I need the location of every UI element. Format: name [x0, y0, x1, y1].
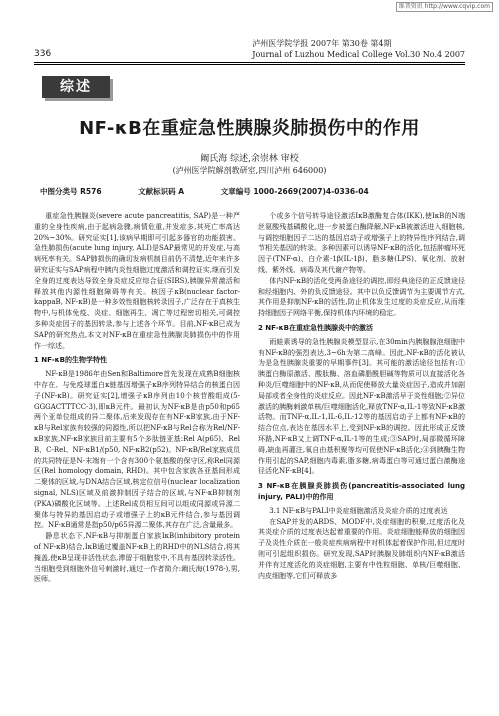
- section-heading: 3 NF-κB在胰腺炎肺损伤(pancreatitis-associated lung injury, PALI)中的作用: [258, 482, 465, 501]
- header-rule-thin: [34, 64, 465, 65]
- body-paragraph: 重症急性胰腺炎(severe acute pancreatitis, SAP)是一种严重的全身性疾病,由于起病急骤,病情危重,并发症多,其死亡率高达20%~30%。研究证实[1],该病早期即可引起多器官的功能损害。急性肺损伤(acute lung injury, ALI)是SAP最常见的并发症,与高病死率有关。SAP肺损伤的确切发病机制目前仍不清楚,近年来许多研究证实与SAP病程中胰内炎性细胞过度激活和调控证实,继而引发全身的过度表达导致全身炎症反应综合征(SIRS),胰腺异常激活和释放其他内源性细胞障碍等有关。核因子κB(nuclear factor-kappaB, NF-κB)是一种多效性细胞核转录因子,广泛存在于真核生物中,与机体免疫、炎症、细胞再生、凋亡等过程密切相关,可调控多种炎症因子的基因转录,参与上述各个环节。目前,NF-κB已成为SAP的研究热点,本文对NF-κB在重症急性胰腺炎肺损伤中的作用作一综述。: [34, 212, 240, 350]
- body-paragraph: 体内NF-κB的活化受两条途径的调控,即经典途径的正反馈途径和经细胞内、外的负反馈途径。其中以负反馈调节为主要调节方式,其作用是抑制NF-κB的活性,防止机体发生过度的炎症反应,从而维持细胞因子网络平衡,保持机体内环境的稳定。: [258, 276, 465, 318]
- article-number: 文章编号 1000-2669(2007)4-0336-04: [220, 187, 369, 196]
- journal-line-en: Journal of Luzhou Medical College Vol.30 No.4 2007: [252, 50, 465, 59]
- article-meta: [40, 186, 465, 197]
- authors: 阚氏海 综述,余崇林 审校: [200, 154, 299, 164]
- body-paragraph: 静息状态下,NF-κB与抑制蛋白家族IκB(inhibitory protein of NF-κB)结合,IκB通过覆盖NF-κB上的RHD中的NLS结合,将其掩盖,使κB呈现非活性状态,滞留于细胞浆中,不具有基因转录活性。当细胞受到细胞外信号刺激时,通过一作者简介:阚氏海(1978-),男,医师。: [34, 532, 240, 584]
- body-paragraph: 3.1 NF-κB与PALI中炎症细胞激活及炎症介质的过度表达: [269, 506, 448, 515]
- body-paragraph: NF-κB是1986年由Sen和Baltimore首先发现在成熟B细胞核中存在、与免疫球蛋白κ链基因增强子κB序列特异结合的核蛋白因子(NF-κB)。研究证实[2],增强子κB序列由10个核苷酸组成(5-GGGACTTTCC-3),即κB元件。最初认为NF-κB是由p50和p65两个亚单位组成的异二聚体,后来发现存在有NF-κB家族,由于NF-κB与Rel家族有较强的同源性,所以把NF-κB与Rel合称为Rel/NF-κB家族,NF-κB家族目前主要有5个多肽链亚基:Rel A(p65)、Rel B、C-Rel、NF-κB1/(p50, NF-κB2(p52)。NF-κB/Rel家族成员的共同特征是N-末端有一个含有300个氨基酸的保守区,称Rel同源区(Rel homology domain, RHD)。其中包含家族各亚基间形成二聚体的区域,与DNA结合区域,核定位信号(nuclear localization signal, NLS)区域及前激抑制因子结合的区域,与NF-κB抑制剂(PKA)磷酸化区域等。上述Rel成员相互间可以组成同源或异源二聚体与特异的基因启动子或增强子上的κB元件结合,参与基因调控。NF-κB通常是指p50/p65异源二聚体,其存在广泛,含量最多。: [34, 370, 240, 530]
- header-rule: [34, 62, 465, 63]
- body-paragraph: 在SAP并发的ARDS、MODF中,炎症细胞的积聚,过度活化及其炎症介质的过度表达起着重要的作用。炎症细胞能释放的细胞因子及炎性介质在一般炎症疾病病程中对机体起着保护作用,但过度时则可引起组织损伤。研究发现,SAP时胰腺及肺组织内NF-κB激活并伴有过度活化的炎症细胞,主要有中性粒细胞、单核/巨噬细胞、内皮细胞等,它们可释放多: [258, 517, 465, 580]
- left-column: [34, 211, 240, 585]
- section-tag: 综述: [42, 76, 110, 98]
- clc-number: 中图分类号 R576: [40, 187, 102, 196]
- document-code: 文献标识码 A: [138, 187, 185, 196]
- journal-line-cn: 泸州医学院学报 2007年 第30卷 第4期: [252, 39, 392, 48]
- article-title: NF-κB在重症急性胰腺炎肺损伤中的作用: [79, 118, 420, 139]
- journal-header: [252, 38, 465, 60]
- body-paragraph: 个或多个信号转导途径激活IκB激酶复合体(IKK),使IκB的N端丝氨酸残基磷酸化,进一步被蛋白酶降解,NF-κB被激活进入细胞核,与调控细胞因子二达的基因启动子或增强子上的特异性序列结合,调节相关基因的转录。多种因素可以诱导NF-κB的活化,包括肿瘤坏死因子(TNF-α)、白介素-1β(IL-1β)、脂多糖(LPS)、氧化剂、放射线、紫外线、病毒及其代谢产物等。: [258, 212, 465, 274]
- page-number: 336: [34, 49, 52, 59]
- right-column: [258, 211, 465, 581]
- body-paragraph: 雨蛙素诱导的急性胰腺炎模型显示,在30min内胰腺腺泡细胞中有NF-κB的强烈表达,3~6h为第二高峰。因此,NF-κB的活化被认为是急性胰腺炎重要的早期事件[3]。其可能的激活途径包括有:①胰蛋白酶原激活、酸肽酶、溶血磷脂酰胆碱等物质可以直接活化各种炎/巨噬细胞中的NF-κB,从而促使释放大量炎症因子,造成并加剧局部或者全身性的炎症反应。因此NF-κB激活早于炎性细胞;②异位激活的胰酶刺激单核/巨噬细胞活化,释放TNF-α,IL-1等致NF-κB激活物。而TNF-α,IL-1,IL-6,IL-12等的基因启动子上都有NF-κB的结合位点,表达在基因水平上,受到NF-κB的调控。因此形成正反馈环路,NF-κB又上调TNF-α,IL-1等的生成;③SAP时,局部微循环障碍,缺血再灌注,氧自由基积聚等均可促使NF-κB活化;④到胰酶生物作用引起的SAP,细胞内毒素,脂多糖,病毒蛋白等可通过蛋白激酶途径活化NF-κB[4]。: [258, 337, 465, 476]
- section-heading: 1 NF-κB的生物学特性: [34, 356, 107, 365]
- section-heading: 2 NF-κB在重症急性胰腺炎中的激活: [258, 323, 373, 332]
- affiliation: (泸州医学院解剖教研室,四川泸州 646000): [172, 166, 327, 175]
- watermark: 维普资讯 http://www.cqvip.com: [396, 2, 493, 12]
